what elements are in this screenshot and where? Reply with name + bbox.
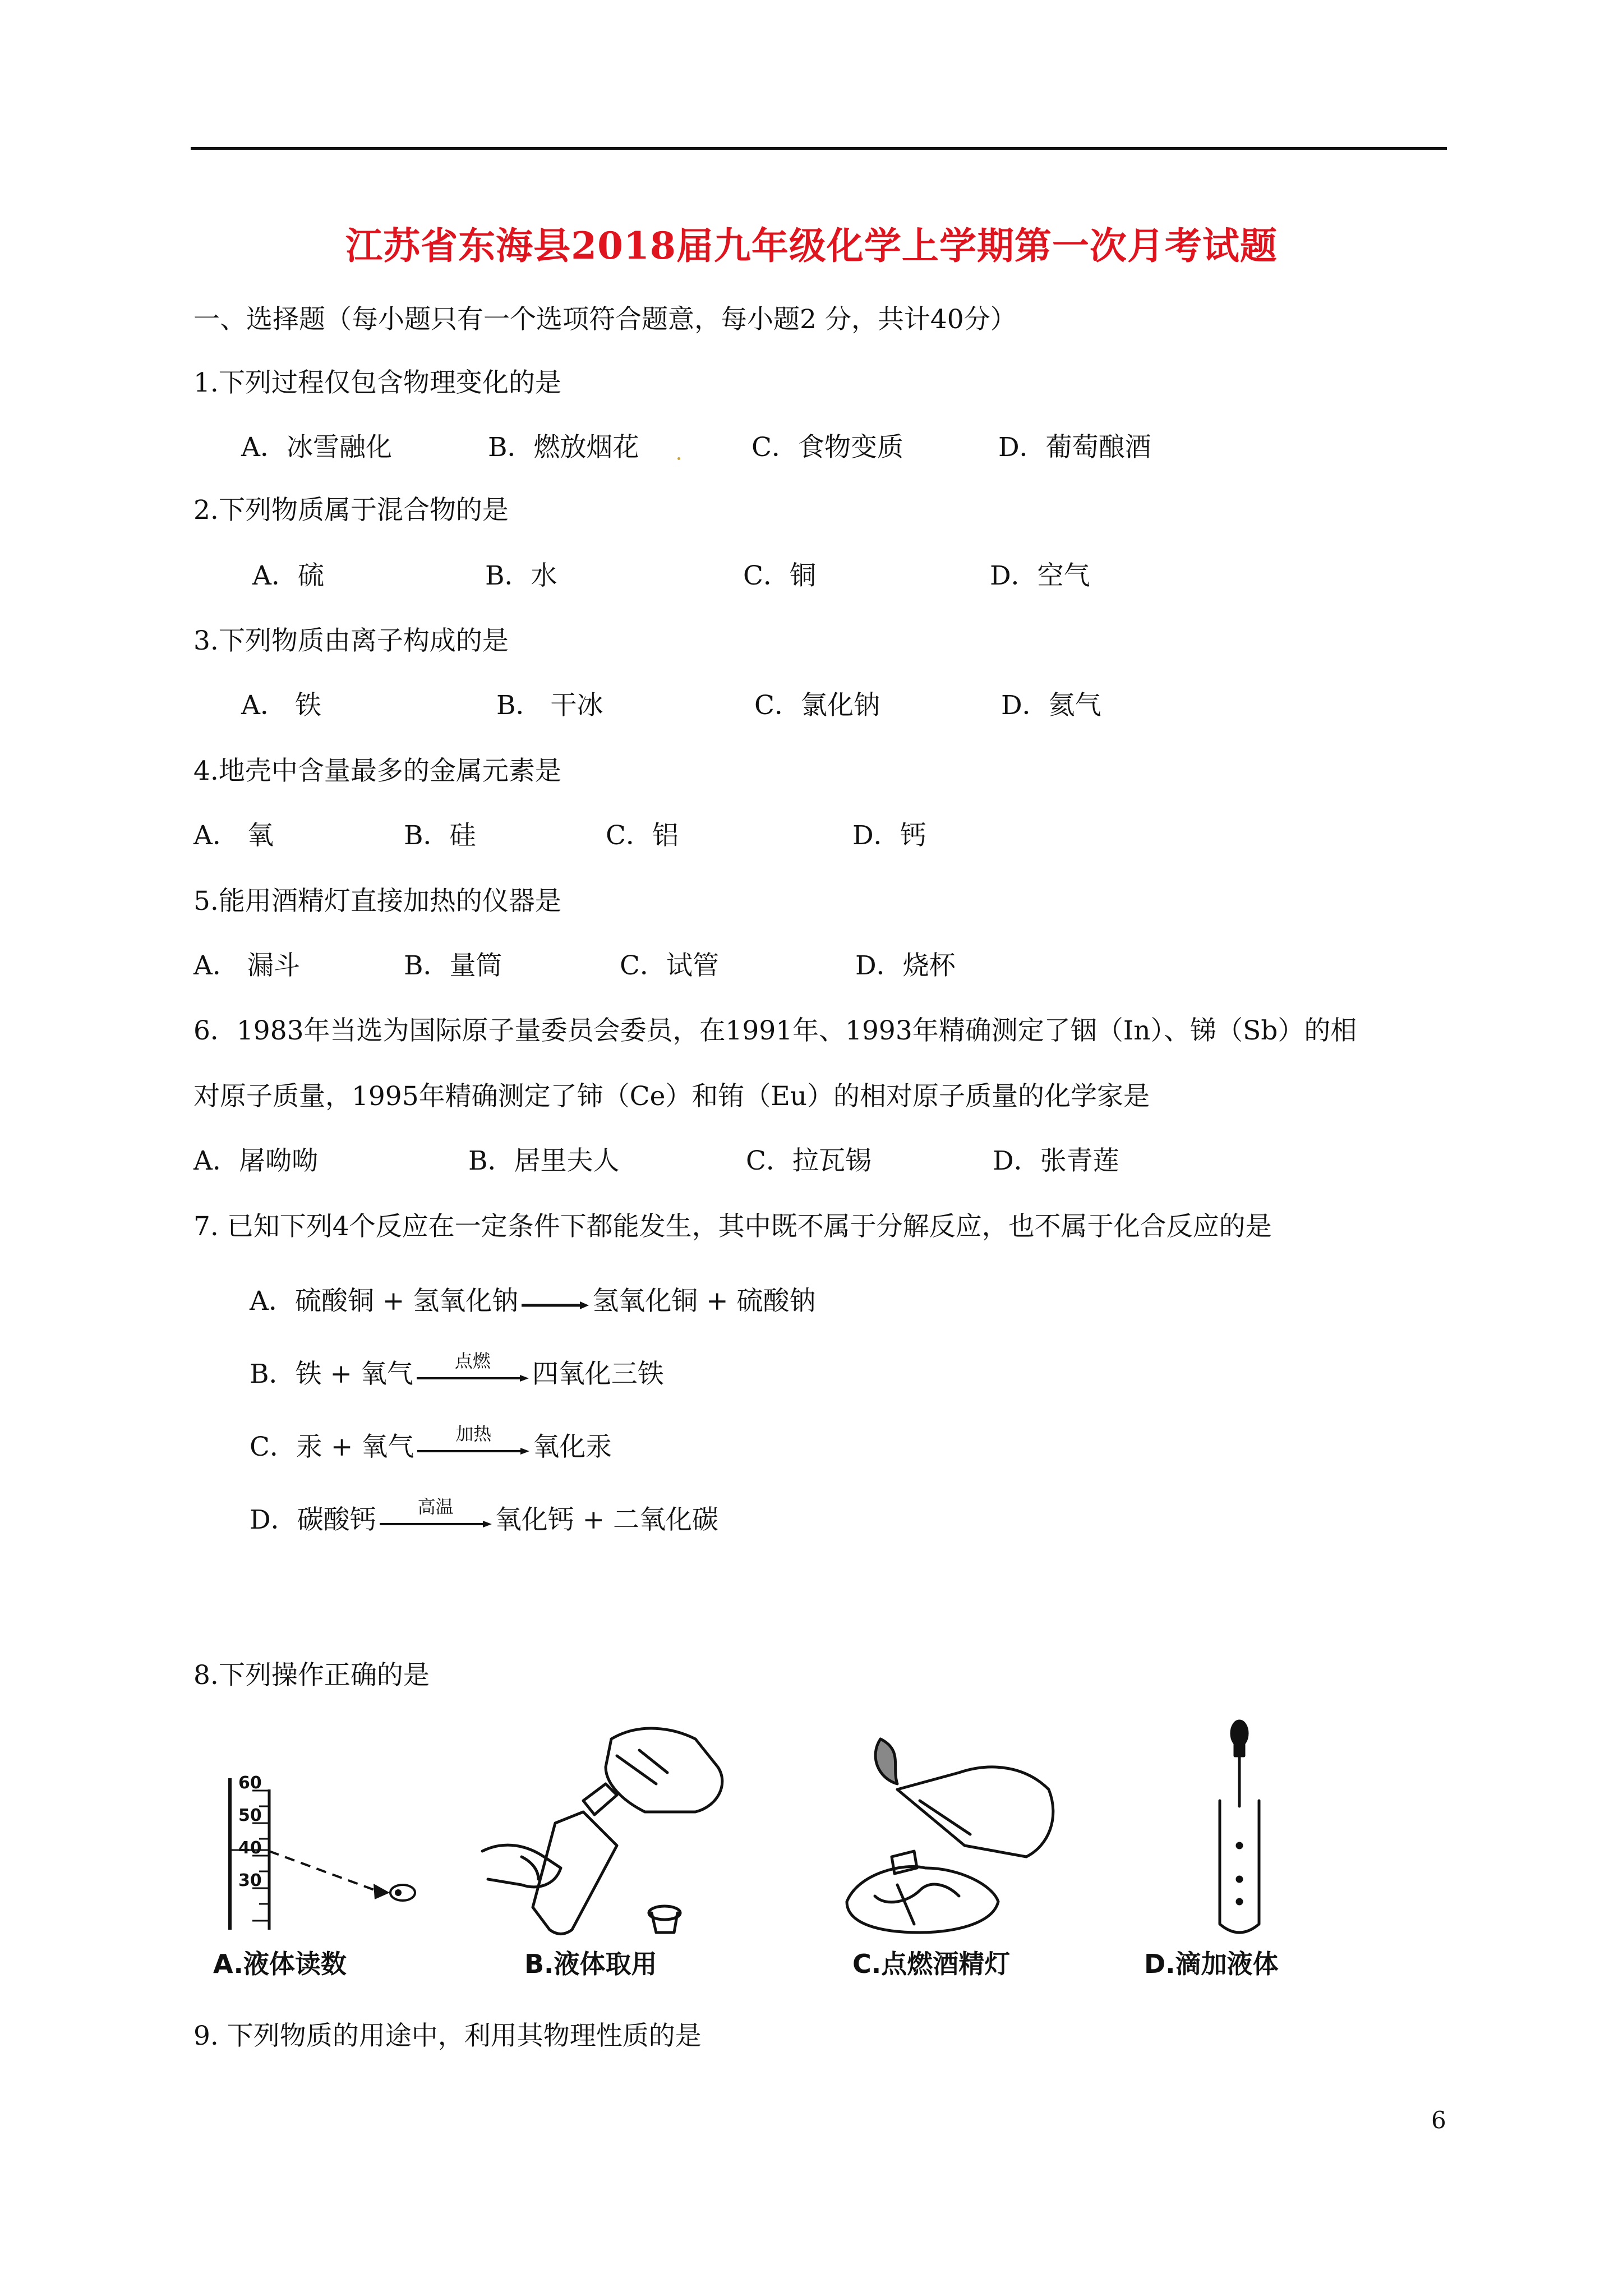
reaction-a-label: A． — [250, 1286, 295, 1317]
page-number: 6 — [1431, 2106, 1446, 2134]
cylinder-scale — [238, 1767, 262, 1897]
liquid-pouring-icon — [471, 1717, 785, 1941]
reaction-a-reactants: 硫酸铜 + 氢氧化钠 — [294, 1286, 519, 1317]
question-9-stem: 9. 下列物质的用途中，利用其物理性质的是 — [193, 2021, 702, 2051]
q2-option-b: B．水 — [485, 560, 557, 591]
scale-tick: 40 — [238, 1838, 262, 1858]
q5-option-a: A． 漏斗 — [193, 950, 300, 981]
question-6-stem-cont: 对原子质量，1995年精确测定了铈（Ce）和铕（Eu）的相对原子质量的化学家是 — [193, 1081, 1150, 1112]
alcohol-lamp-lighting-icon — [824, 1717, 1105, 1941]
reaction-d-reactants: 碳酸钙 — [297, 1504, 376, 1535]
reaction-b-reactants: 铁 + 氧气 — [295, 1359, 413, 1389]
reaction-arrow-icon — [380, 1496, 492, 1537]
header-rule — [191, 147, 1447, 150]
figure-caption-b: B.液体取用 — [524, 1949, 657, 1979]
question-7-stem: 7. 已知下列4个反应在一定条件下都能发生，其中既不属于分解反应，也不属于化合反应的是 — [193, 1211, 1272, 1242]
dropper-test-tube-icon — [1178, 1711, 1301, 1941]
q1-option-d: D．葡萄酿酒 — [998, 432, 1151, 463]
page-title: 江苏省东海县2018届九年级化学上学期第一次月考试题 — [345, 224, 1278, 268]
question-8-stem: 8.下列操作正确的是 — [193, 1660, 430, 1691]
reaction-d-products: 氧化钙 + 二氧化碳 — [495, 1504, 718, 1535]
reaction-arrow-icon — [522, 1285, 589, 1318]
reaction-c — [250, 1423, 612, 1464]
scale-tick: 30 — [238, 1871, 262, 1890]
reaction-b-label: B． — [250, 1359, 296, 1389]
q4-option-c: C．铝 — [606, 820, 679, 851]
question-4-stem: 4.地壳中含量最多的金属元素是 — [193, 756, 561, 786]
scan-speck — [677, 457, 680, 460]
reaction-d-condition: 高温 — [417, 1496, 454, 1517]
reaction-a-products: 氢氧化铜 + 硫酸钠 — [592, 1286, 816, 1317]
scale-tick: 50 — [238, 1806, 262, 1825]
q1-option-a: A．冰雪融化 — [241, 432, 392, 463]
reaction-b-condition: 点燃 — [454, 1350, 491, 1372]
q3-option-c: C．氯化钠 — [754, 690, 880, 721]
reaction-c-reactants: 汞 + 氧气 — [296, 1432, 414, 1462]
q4-option-b: B．硅 — [404, 820, 476, 851]
graduated-cylinder-reading-icon — [196, 1756, 437, 1941]
q1-option-c: C．食物变质 — [751, 432, 903, 463]
q5-option-d: D．烧杯 — [855, 950, 956, 981]
q2-option-c: C．铜 — [743, 560, 816, 591]
q2-option-d: D．空气 — [990, 560, 1090, 591]
reaction-c-label: C． — [250, 1432, 296, 1462]
reaction-d-label: D． — [250, 1504, 297, 1535]
question-3-stem: 3.下列物质由离子构成的是 — [193, 625, 509, 656]
figure-caption-c: C.点燃酒精灯 — [852, 1949, 1011, 1979]
q6-option-d: D．张青莲 — [993, 1145, 1119, 1176]
reaction-c-products: 氧化汞 — [533, 1432, 612, 1462]
question-5-stem: 5.能用酒精灯直接加热的仪器是 — [193, 886, 561, 917]
question-6-stem: 6．1983年当选为国际原子量委员会委员，在1991年、1993年精确测定了铟（In）、锑（Sb）的相 — [193, 1015, 1357, 1046]
q6-option-b: B．居里夫人 — [468, 1145, 620, 1176]
reaction-arrow-icon — [417, 1350, 529, 1391]
question-2-stem: 2.下列物质属于混合物的是 — [193, 495, 509, 526]
q1-option-b: B．燃放烟花 — [488, 432, 639, 463]
reaction-c-condition: 加热 — [455, 1423, 492, 1444]
reaction-b — [250, 1350, 664, 1391]
reaction-arrow-icon — [417, 1423, 529, 1464]
q6-option-a: A．屠呦呦 — [193, 1145, 318, 1176]
q3-option-a: A． 铁 — [241, 690, 321, 721]
q2-option-a: A．硫 — [252, 560, 324, 591]
q3-option-d: D．氦气 — [1001, 690, 1101, 721]
reaction-a — [250, 1285, 815, 1318]
q5-option-c: C．试管 — [620, 950, 719, 981]
reaction-b-products: 四氧化三铁 — [532, 1359, 664, 1389]
figure-caption-d: D.滴加液体 — [1144, 1949, 1279, 1979]
q3-option-b: B． 干冰 — [496, 690, 603, 721]
q4-option-a: A． 氧 — [193, 820, 274, 851]
scale-tick: 60 — [238, 1773, 262, 1793]
q5-option-b: B．量筒 — [404, 950, 502, 981]
q4-option-d: D．钙 — [852, 820, 926, 851]
figure-caption-a: A.液体读数 — [213, 1949, 347, 1979]
q6-option-c: C．拉瓦锡 — [746, 1145, 872, 1176]
reaction-d — [250, 1496, 718, 1537]
section-heading: 一、选择题（每小题只有一个选项符合题意，每小题2 分，共计40分） — [193, 304, 1017, 335]
question-1-stem: 1.下列过程仅包含物理变化的是 — [193, 367, 561, 398]
